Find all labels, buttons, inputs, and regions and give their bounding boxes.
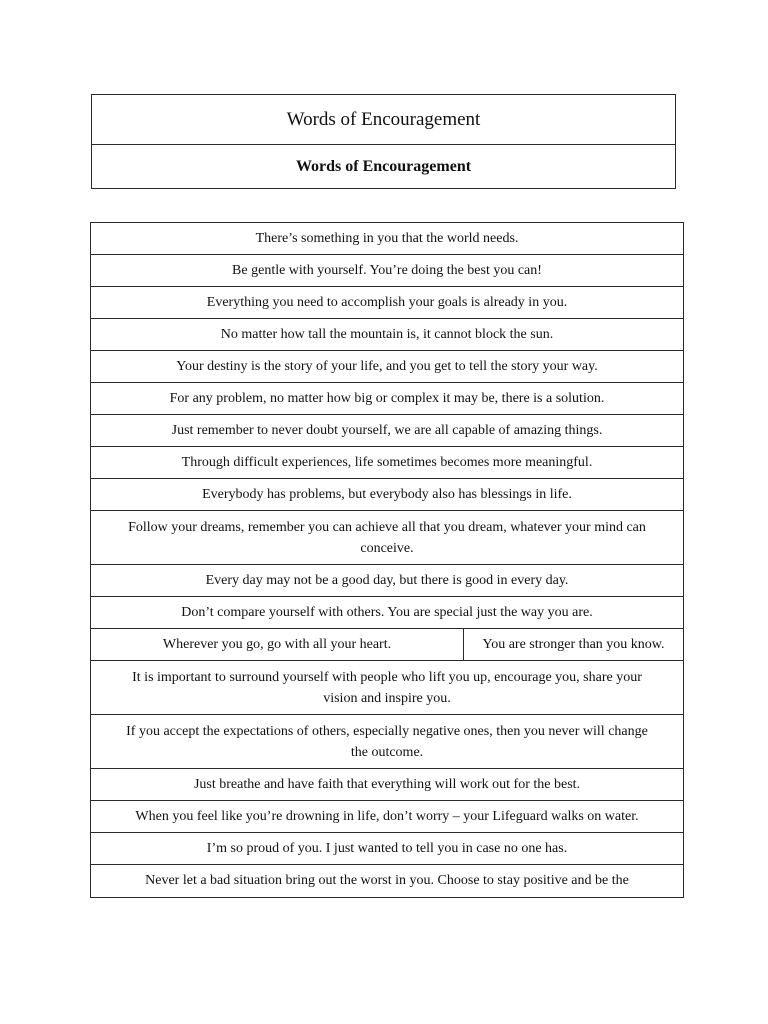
table-row (91, 383, 684, 415)
table-row (91, 223, 684, 255)
quote-cell: There’s something in you that the world needs. (91, 223, 684, 255)
quote-cell: Your destiny is the story of your life, and you get to tell the story your way. (91, 351, 684, 383)
table-row (91, 255, 684, 287)
table-row (91, 351, 684, 383)
quote-cell: Through difficult experiences, life sometimes becomes more meaningful. (91, 447, 684, 479)
table-row (91, 801, 684, 833)
table-row (91, 565, 684, 597)
title-box (91, 94, 676, 189)
quote-cell: Every day may not be a good day, but there is good in every day. (91, 565, 684, 597)
document-subtitle: Words of Encouragement (295, 157, 472, 175)
quote-cell: Follow your dreams, remember you can achieve all that you dream, whatever your mind can conceive. (91, 511, 684, 565)
table-row (91, 479, 684, 511)
quote-cell: Everything you need to accomplish your goals is already in you. (91, 287, 684, 319)
quote-cell: No matter how tall the mountain is, it cannot block the sun. (91, 319, 684, 351)
quote-cell-left: Wherever you go, go with all your heart. (91, 629, 464, 661)
table-row (91, 415, 684, 447)
table-row (91, 715, 684, 769)
quote-cell: If you accept the expectations of others, especially negative ones, then you never will change the outcome. (91, 715, 684, 769)
table-row (91, 769, 684, 801)
document-title: Words of Encouragement (92, 95, 675, 145)
quote-cell: It is important to surround yourself with people who lift you up, encourage you, share your vision and inspire you. (91, 661, 684, 715)
table-row (91, 661, 684, 715)
quote-cell: Don’t compare yourself with others. You are special just the way you are. (91, 597, 684, 629)
quote-cell: I’m so proud of you. I just wanted to tell you in case no one has. (91, 833, 684, 865)
quote-cell: Just breathe and have faith that everything will work out for the best. (91, 769, 684, 801)
table-row (91, 629, 684, 661)
table-row (91, 447, 684, 479)
table-row (91, 597, 684, 629)
table-row (91, 865, 684, 898)
table-row (91, 511, 684, 565)
table-row (91, 287, 684, 319)
quote-cell: When you feel like you’re drowning in life, don’t worry – your Lifeguard walks on water. (91, 801, 684, 833)
quotes-table (90, 222, 684, 898)
quote-cell: For any problem, no matter how big or complex it may be, there is a solution. (91, 383, 684, 415)
quote-cell-right: You are stronger than you know. (464, 629, 684, 661)
table-row (91, 833, 684, 865)
table-row (91, 319, 684, 351)
quote-cell: Just remember to never doubt yourself, we are all capable of amazing things. (91, 415, 684, 447)
quote-cell: Everybody has problems, but everybody also has blessings in life. (91, 479, 684, 511)
quote-cell: Never let a bad situation bring out the worst in you. Choose to stay positive and be the (91, 865, 684, 898)
quote-cell: Be gentle with yourself. You’re doing the best you can! (91, 255, 684, 287)
